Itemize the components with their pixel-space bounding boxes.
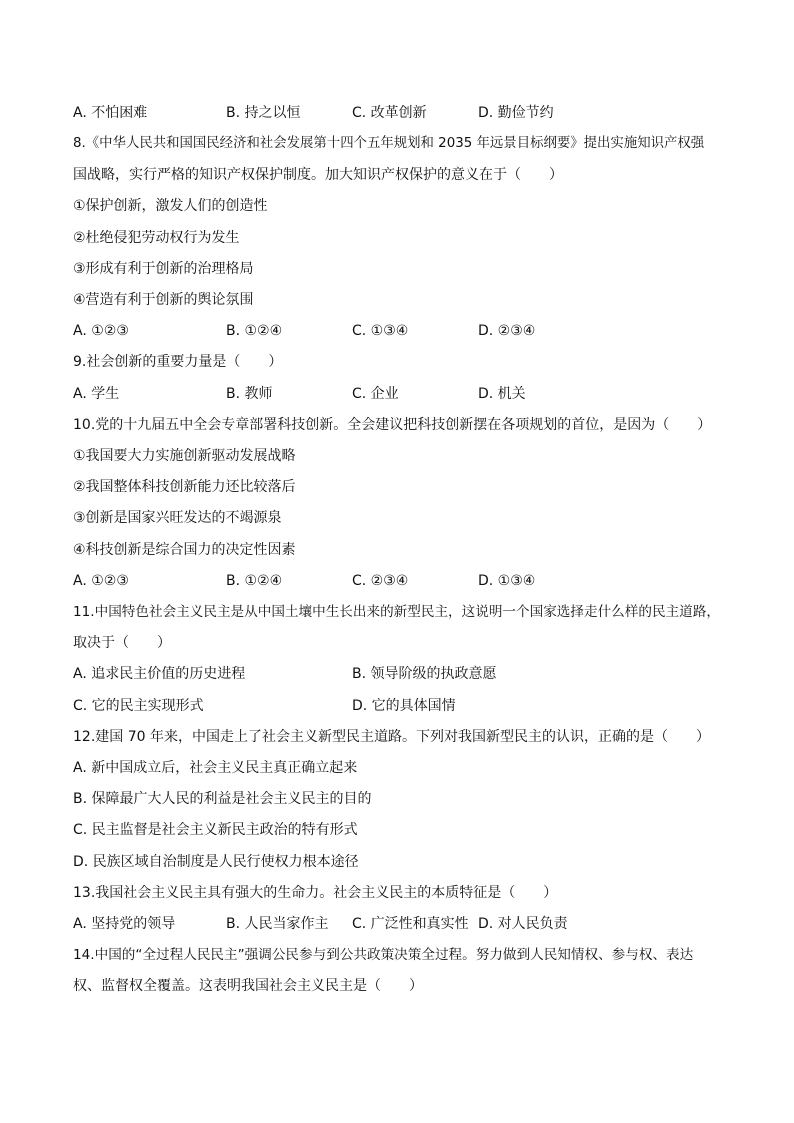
q7-option-d: D. 勤俭节约 [478, 105, 554, 121]
q12-option-d: D. 民族区域自治制度是人民行使权力根本途径 [73, 854, 359, 870]
q7-option-b: B. 持之以恒 [226, 105, 301, 121]
q10-statement-3: ③创新是国家兴旺发达的不竭源泉 [73, 510, 282, 526]
q8-option-c: C. ①③④ [352, 323, 409, 339]
q11-option-a: A. 追求民主价值的历史进程 [73, 666, 246, 682]
q13-option-c: C. 广泛性和真实性 [352, 916, 469, 932]
q11-option-c: C. 它的民主实现形式 [73, 698, 204, 714]
q13-option-d: D. 对人民负责 [478, 916, 568, 932]
q14-stem-line1: 14.中国的“全过程人民民主”强调公民参与到公共政策决策全过程。努力做到人民知情权、参与权、表达 [73, 947, 694, 963]
q14-stem-line2: 权、监督权全覆盖。这表明我国社会主义民主是（ ） [73, 978, 423, 994]
q10-option-a: A. ①②③ [73, 573, 129, 589]
q9-option-d: D. 机关 [478, 386, 526, 402]
q8-statement-2: ②杜绝侵犯劳动权行为发生 [73, 230, 240, 246]
q13-stem: 13.我国社会主义民主具有强大的生命力。社会主义民主的本质特征是（ ） [73, 885, 558, 901]
q11-option-b: B. 领导阶级的执政意愿 [352, 666, 497, 682]
q13-option-a: A. 坚持党的领导 [73, 916, 176, 932]
q9-option-c: C. 企业 [352, 386, 399, 402]
q11-option-d: D. 它的具体国情 [352, 698, 456, 714]
q8-stem-line2: 国战略，实行严格的知识产权保护制度。加大知识产权保护的意义在于（ ） [73, 167, 563, 183]
q8-statement-3: ③形成有利于创新的治理格局 [73, 261, 254, 277]
q11-stem-line1: 11.中国特色社会主义民主是从中国土壤中生长出来的新型民主，这说明一个国家选择走什么样的民主道路， [73, 604, 720, 620]
q9-stem: 9.社会创新的重要力量是（ ） [73, 354, 283, 370]
q8-statement-4: ④营造有利于创新的舆论氛围 [73, 292, 254, 308]
q9-option-a: A. 学生 [73, 386, 120, 402]
q8-option-a: A. ①②③ [73, 323, 129, 339]
q12-option-c: C. 民主监督是社会主义新民主政治的特有形式 [73, 822, 358, 838]
q10-option-b: B. ①②④ [226, 573, 283, 589]
q11-stem-line2: 取决于（ ） [73, 635, 171, 651]
q8-option-d: D. ②③④ [478, 323, 536, 339]
q10-statement-4: ④科技创新是综合国力的决定性因素 [73, 542, 296, 558]
q8-option-b: B. ①②④ [226, 323, 283, 339]
q10-statement-1: ①我国要大力实施创新驱动发展战略 [73, 448, 296, 464]
q10-option-c: C. ②③④ [352, 573, 409, 589]
q7-option-a: A. 不怕困难 [73, 105, 148, 121]
q9-option-b: B. 教师 [226, 386, 273, 402]
q10-stem: 10.党的十九届五中全会专章部署科技创新。全会建议把科技创新摆在各项规划的首位，是因为（ ） [73, 417, 712, 433]
q12-stem: 12.建国 70 年来，中国走上了社会主义新型民主道路。下列对我国新型民主的认识，正确的是（ ） [73, 729, 710, 745]
q10-statement-2: ②我国整体科技创新能力还比较落后 [73, 479, 296, 495]
q12-option-b: B. 保障最广大人民的利益是社会主义民主的目的 [73, 791, 372, 807]
q12-option-a: A. 新中国成立后，社会主义民主真正确立起来 [73, 760, 358, 776]
q13-option-b: B. 人民当家作主 [226, 916, 329, 932]
q8-statement-1: ①保护创新，激发人们的创造性 [73, 198, 268, 214]
q8-stem-line1: 8.《中华人民共和国国民经济和社会发展第十四个五年规划和 2035 年远景目标纲要》提出实施知识产权强 [73, 136, 705, 151]
q10-option-d: D. ①③④ [478, 573, 536, 589]
q7-option-c: C. 改革创新 [352, 105, 427, 121]
